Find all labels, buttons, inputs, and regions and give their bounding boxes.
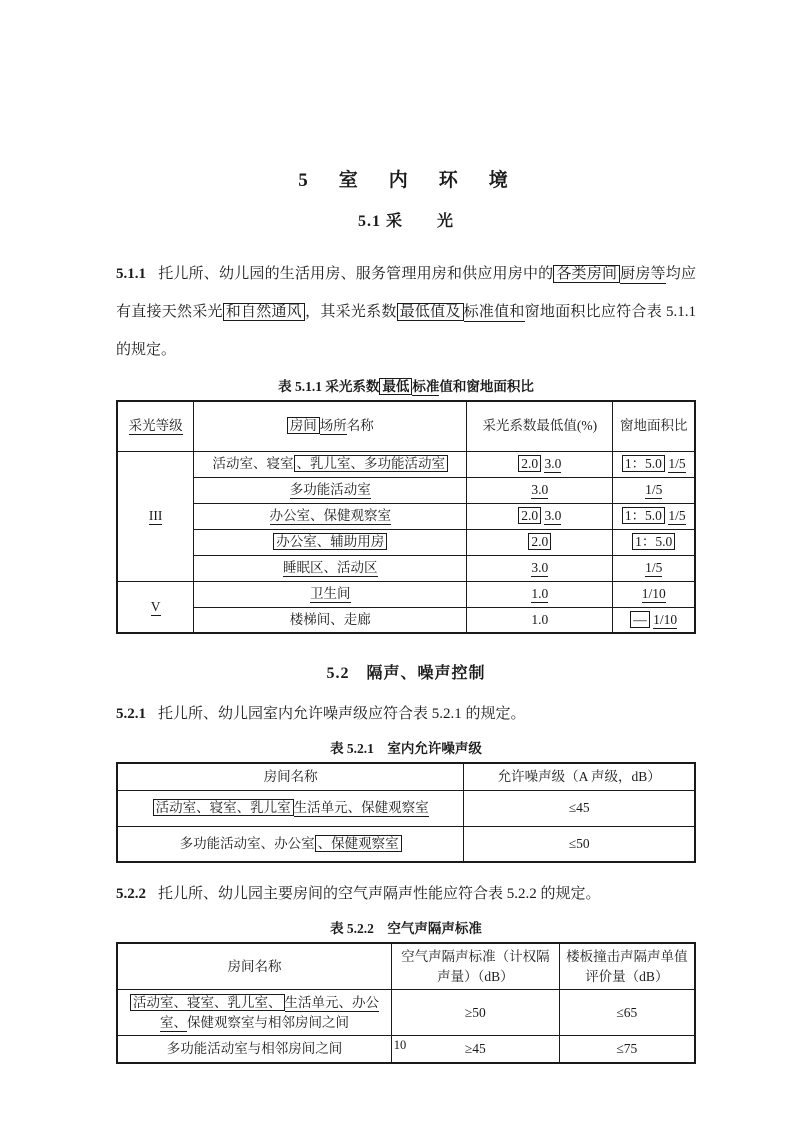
text-segment-box: 房间	[287, 417, 320, 434]
text-segment-underline: 1/5	[645, 560, 663, 576]
column-header-level	[464, 763, 695, 790]
text-segment-underline: III	[148, 508, 163, 524]
clause-text	[158, 706, 526, 722]
text-segment-underline: 多功能活动室	[289, 482, 371, 498]
table-cell	[467, 529, 613, 555]
text-segment-box: 、乳儿室、多功能活动室	[294, 455, 449, 472]
text-segment-plain: 楼板撞击声隔声单值评价量（dB）	[566, 949, 688, 984]
text-segment-plain: 托儿所、幼儿园的生活用房、服务管理用房和供应用房中的	[158, 266, 554, 282]
table-header-row	[117, 763, 695, 790]
text-segment-plain: 表 5.2.2 空气声隔声标准	[330, 921, 482, 937]
table-caption-5-2-1	[116, 737, 696, 757]
column-header-name	[194, 401, 467, 451]
grade-cell	[117, 581, 194, 633]
text-segment-underline: 睡眠区、活动区	[283, 560, 378, 576]
table-header-row	[117, 401, 695, 451]
text-segment-box: 1：5.0	[622, 507, 665, 524]
column-header-grade	[117, 401, 194, 451]
text-segment-plain: 活动室、寝室	[212, 456, 294, 472]
grade-cell	[117, 451, 194, 581]
text-segment-plain: 托儿所、幼儿园主要房间的空气声隔声性能应符合表 5.2.2 的规定。	[158, 886, 601, 903]
text-segment-plain: 值和窗地面积比	[439, 379, 534, 394]
table-5-2-1	[116, 762, 696, 863]
text-segment-underline: 办公室、保健观察室	[269, 508, 392, 524]
page-number: 10	[393, 1038, 407, 1052]
table-cell	[613, 555, 695, 581]
text-segment-underline: 3.0	[531, 560, 549, 576]
text-segment-underline: 3.0	[544, 508, 562, 524]
column-header-min	[467, 401, 613, 451]
table-row	[117, 581, 695, 607]
text-segment-plain: 房间名称	[263, 769, 318, 784]
text-segment-box: 活动室、寝室、乳儿室	[153, 799, 294, 816]
table-cell	[559, 990, 695, 1036]
text-segment-underline: V	[150, 598, 161, 614]
clause-text	[116, 265, 696, 358]
column-header-airborne	[392, 943, 560, 990]
text-segment-underline: 采光等级	[128, 418, 183, 434]
table-cell	[392, 990, 560, 1036]
text-segment-underline: 厨房等	[620, 266, 666, 282]
text-segment-plain: ≤75	[616, 1041, 638, 1057]
text-segment-plain: 托儿所、幼儿园室内允许噪声级应符合表 5.2.1 的规定。	[158, 706, 526, 722]
table-cell	[613, 529, 695, 555]
table-cell	[467, 581, 613, 607]
text-segment-underline: 场所	[319, 418, 347, 434]
table-cell	[117, 790, 464, 826]
text-segment-plain: 多功能活动室与相邻房间之间	[166, 1041, 343, 1057]
table-cell	[467, 555, 613, 581]
text-segment-underline: 标准值和	[463, 304, 525, 320]
table-cell	[117, 826, 464, 862]
text-segment-plain: ≤50	[568, 836, 590, 852]
column-header-ratio	[613, 401, 695, 451]
text-segment-box: 2.0	[528, 533, 551, 550]
table-5-1-1	[116, 400, 696, 634]
text-segment-underline: 生活单元、办公室、	[160, 995, 380, 1030]
text-segment-underline: 1/5	[645, 482, 663, 498]
text-segment-underline: 1/10	[653, 611, 678, 627]
text-segment-box: 2.0	[518, 455, 541, 472]
table-row	[117, 451, 695, 477]
text-segment-underline: 1/5	[668, 456, 686, 472]
table-cell	[613, 581, 695, 607]
table-cell	[194, 451, 467, 477]
table-cell	[467, 451, 613, 477]
table-cell	[464, 790, 695, 826]
text-segment-plain: ≥50	[464, 1004, 486, 1020]
table-row	[117, 790, 695, 826]
table-cell	[117, 990, 392, 1036]
text-segment-plain: 多功能活动室、办公室	[179, 836, 315, 852]
paragraph-5-2-1	[116, 697, 696, 731]
table-cell	[467, 503, 613, 529]
table-cell	[194, 607, 467, 633]
text-segment-underline: 3.0	[544, 456, 562, 472]
text-segment-box: 最低	[379, 378, 412, 395]
text-segment-plain: 房间名称	[227, 958, 282, 974]
table-header-row	[117, 943, 695, 990]
text-segment-box: 1：5.0	[632, 533, 675, 550]
text-segment-plain: 均应有直接天然采光	[116, 266, 696, 320]
text-segment-box: 2.0	[518, 507, 541, 524]
table-cell	[613, 607, 695, 633]
text-segment-underline: 生活单元、保健观察室	[293, 800, 429, 816]
paragraph-5-2-2	[116, 877, 696, 911]
chapter-heading: 5 室 内 环 境	[298, 170, 514, 191]
text-segment-box: 最低值及	[397, 303, 464, 321]
section-heading-5-2: 5.2 隔声、噪声控制	[326, 665, 486, 682]
column-header-name	[117, 763, 464, 790]
text-segment-plain: 采光系数最低值(%)	[482, 418, 598, 434]
clause-number: 5.2.1	[116, 706, 146, 722]
table-cell	[194, 581, 467, 607]
clause-number: 5.2.2	[116, 886, 146, 903]
text-segment-plain: ≤45	[568, 800, 590, 816]
text-segment-box: 和自然通风	[223, 303, 305, 321]
text-segment-box: 各类房间	[553, 265, 620, 283]
column-header-impact	[559, 943, 695, 990]
table-cell	[194, 503, 467, 529]
table-row	[117, 826, 695, 862]
text-segment-box: 1：5.0	[622, 455, 665, 472]
table-cell	[464, 826, 695, 862]
text-segment-plain: 表 5.1.1 采光系数	[278, 379, 380, 394]
text-segment-plain: ≤65	[616, 1004, 638, 1020]
table-cell	[194, 555, 467, 581]
text-segment-plain: 窗地面积比	[619, 418, 688, 434]
table-row	[117, 503, 695, 529]
text-segment-box: 、保健观察室	[315, 835, 402, 852]
table-caption-5-1-1	[116, 375, 696, 395]
text-segment-plain: 窗地面积比应符合表 5.1.1 的规定。	[116, 304, 696, 358]
table-cell	[194, 529, 467, 555]
table-row	[117, 607, 695, 633]
paragraph-5-1-1	[116, 255, 696, 369]
table-cell	[613, 503, 695, 529]
table-row	[117, 990, 695, 1036]
text-segment-plain: 1.0	[531, 611, 549, 627]
column-header-name	[117, 943, 392, 990]
text-segment-box: —	[630, 611, 650, 628]
text-segment-plain: 名称	[346, 418, 374, 434]
text-segment-box: 活动室、寝室、乳儿室、	[130, 994, 285, 1011]
text-segment-box: 办公室、辅助用房	[273, 533, 387, 550]
text-segment-underline: 标准	[412, 379, 440, 394]
table-cell	[613, 477, 695, 503]
section-heading-5-1: 5.1 采 光	[357, 213, 454, 230]
text-segment-plain: 允许噪声级（A 声级，dB）	[497, 769, 661, 784]
text-segment-plain: 保健观察室与相邻房间之间	[187, 1014, 350, 1030]
text-segment-plain: 表 5.2.1 室内允许噪声级	[330, 741, 482, 756]
table-caption-5-2-2	[116, 917, 696, 937]
table-cell	[194, 477, 467, 503]
text-segment-plain: ，其采光系数	[305, 304, 397, 320]
table-row	[117, 555, 695, 581]
text-segment-underline: 1/10	[641, 586, 666, 602]
clause-text	[158, 886, 601, 902]
table-row	[117, 529, 695, 555]
clause-number: 5.1.1	[116, 266, 146, 282]
text-segment-plain: ≥45	[464, 1041, 486, 1057]
text-segment-underline: 3.0	[531, 482, 549, 498]
table-cell	[467, 607, 613, 633]
text-segment-underline: 1/5	[668, 508, 686, 524]
text-segment-plain: 空气声隔声标准（计权隔声量）（dB）	[401, 949, 550, 984]
table-cell	[467, 477, 613, 503]
table-cell	[613, 451, 695, 477]
text-segment-underline: 卫生间	[310, 586, 351, 602]
text-segment-underline: 1.0	[531, 586, 549, 602]
text-segment-plain: 楼梯间、走廊	[289, 611, 371, 627]
table-row	[117, 477, 695, 503]
